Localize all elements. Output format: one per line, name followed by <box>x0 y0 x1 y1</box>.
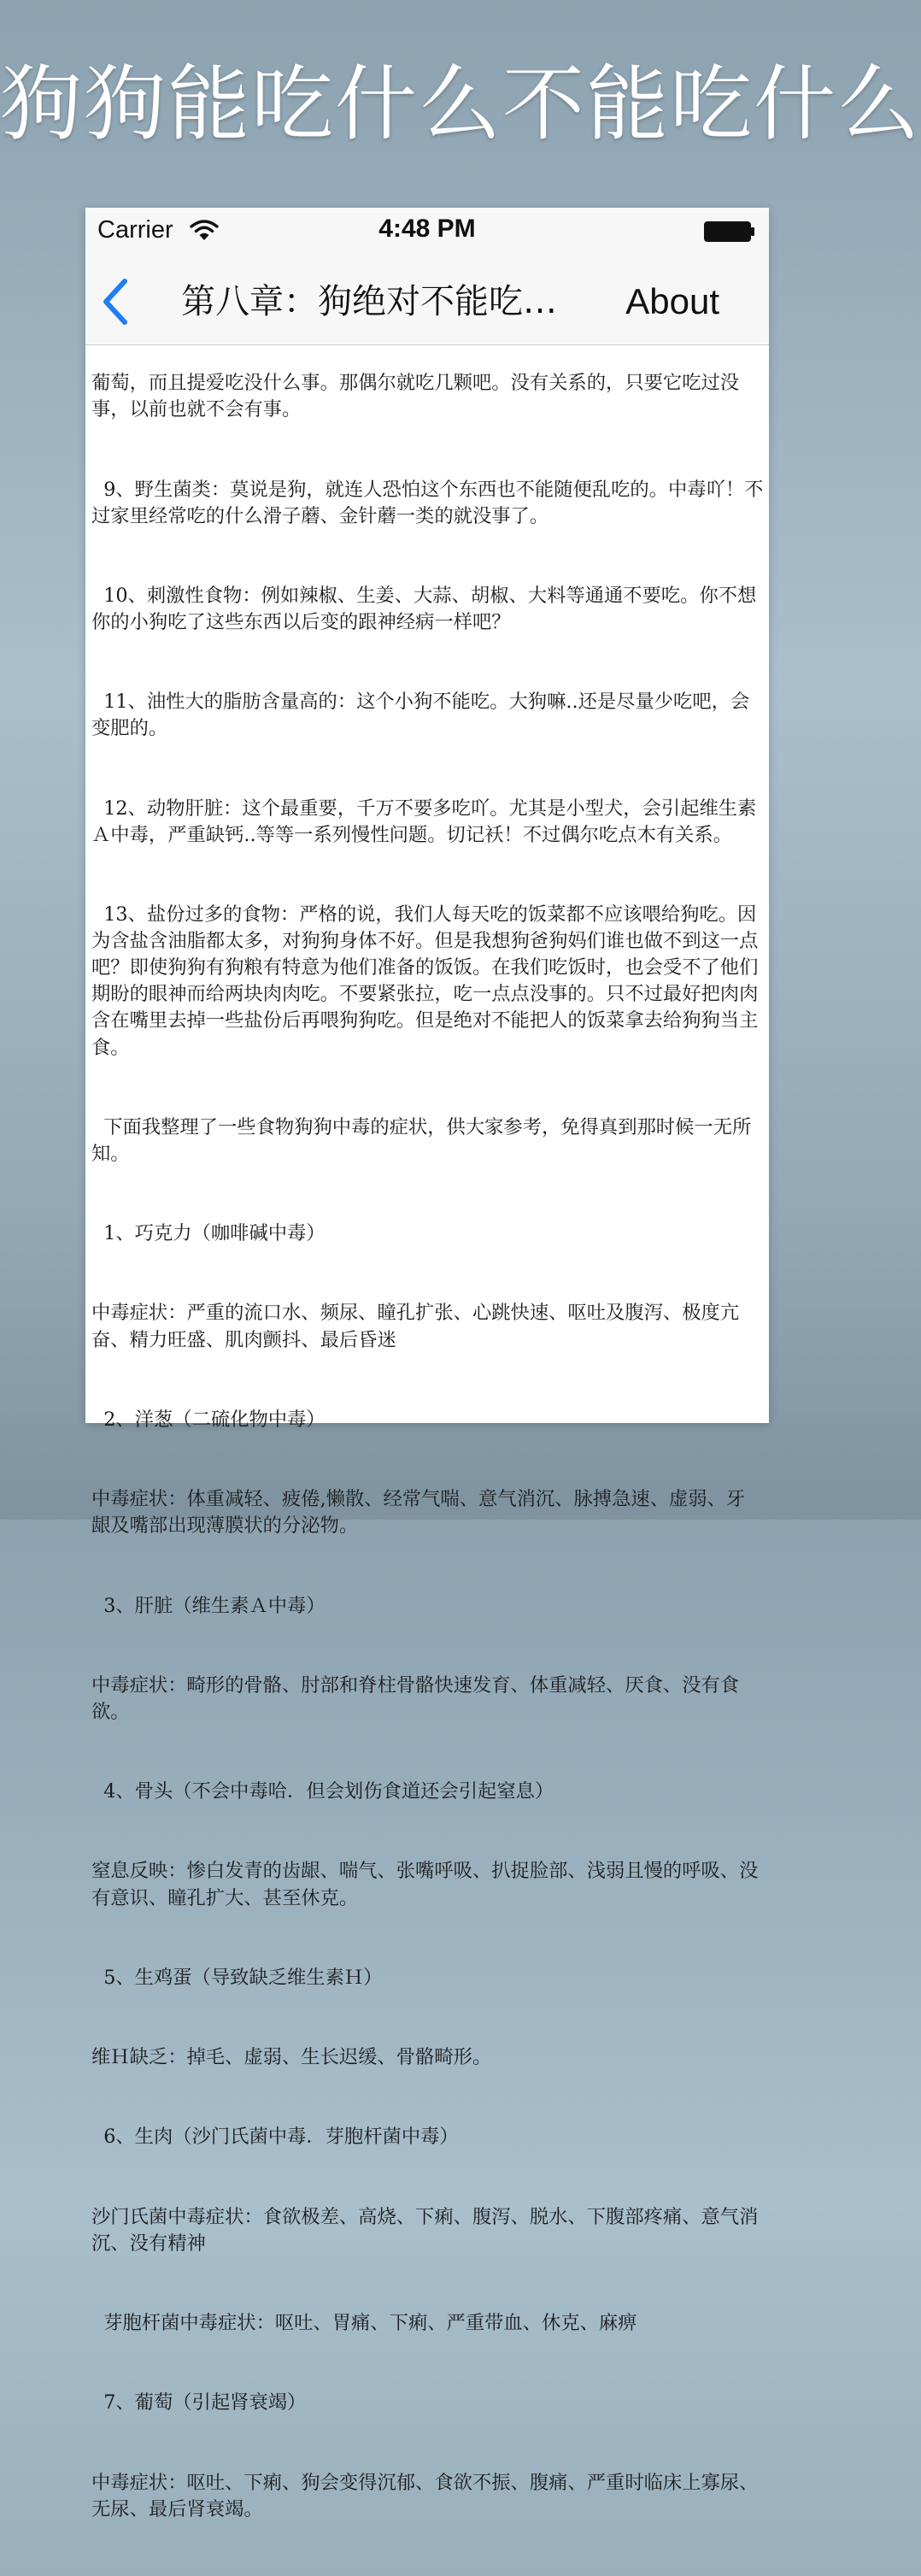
article-paragraph: 窒息反映：惨白发青的齿龈、喘气、张嘴呼吸、扒捉脸部、浅弱且慢的呼吸、没有意识、瞳孔扩大、甚至休克。 <box>91 1860 759 1909</box>
top-bar <box>85 208 769 345</box>
article-paragraph: 3、肝脏（维生素Ａ中毒） <box>91 1594 326 1617</box>
article-paragraph: 9、野生菌类：莫说是狗，就连人恐怕这个东西也不能随便乱吃的。中毒吖！不过家里经常吃的什么滑子蘑、金针蘑一类的就没事了。 <box>91 478 764 527</box>
article-paragraph: 12、动物肝脏：这个最重要，千万不要多吃吖。尤其是小型犬，会引起维生素Ａ中毒，严重缺钙..等等一系列慢性问题。切记袄！不过偶尔吃点木有关系。 <box>91 797 757 846</box>
nav-title: 第八章：狗绝对不能吃… <box>181 282 557 321</box>
article-paragraph: 10、刺激性食物：例如辣椒、生姜、大蒜、胡椒、大料等通通不要吃。你不想你的小狗吃了这些东西以后变的跟神经病一样吧？ <box>91 584 757 634</box>
article-paragraph: 2、洋葱（二硫化物中毒） <box>91 1408 326 1431</box>
carrier-label: Carrier <box>97 216 173 244</box>
article-paragraph: 5、生鸡蛋（导致缺乏维生素Ｈ） <box>91 1966 383 1989</box>
chevron-left-icon[interactable] <box>99 278 133 326</box>
article-paragraph: 中毒症状：严重的流口水、频尿、瞳孔扩张、心跳快速、呕吐及腹泻、极度亢奋、精力旺盛、肌肉颤抖、最后昏迷 <box>91 1302 740 1351</box>
article-paragraph: 中毒症状：畸形的骨骼、肘部和脊柱骨骼快速发育、体重减轻、厌食、没有食欲。 <box>91 1673 740 1723</box>
phone-screenshot <box>85 208 769 2520</box>
article-text <box>85 317 769 2576</box>
battery-icon <box>704 221 755 242</box>
article-paragraph: 中毒症状：体重减轻、疲倦,懒散、经常气喘、意气消沉、脉搏急速、虚弱、牙龈及嘴部出现薄膜状的分泌物。 <box>91 1488 746 1538</box>
status-bar <box>85 208 769 256</box>
article-scroll-view[interactable] <box>85 317 769 2520</box>
article-paragraph: 芽胞杆菌中毒症状：呕吐、胃痛、下痢、严重带血、休克、麻痹 <box>91 2312 637 2335</box>
article-paragraph: 4、骨头（不会中毒哈．但会划伤食道还会引起窒息） <box>91 1780 554 1803</box>
about-button[interactable]: About <box>625 281 719 321</box>
article-paragraph: 下面我整理了一些食物狗狗中毒的症状，供大家参考，免得真到那时候一无所知。 <box>91 1115 752 1165</box>
navigation-bar <box>85 256 769 344</box>
status-time: 4:48 PM <box>378 215 476 243</box>
article-paragraph: 6、生肉（沙门氏菌中毒．芽胞杆菌中毒） <box>91 2126 459 2149</box>
article-paragraph: 7、葡萄（引起肾衰竭） <box>91 2391 307 2414</box>
banner-title: 狗狗能吃什么不能吃什么 <box>0 56 921 152</box>
article-paragraph: 沙门氏菌中毒症状：食欲极差、高烧、下痢、腹泻、脱水、下腹部疼痛、意气消沉、没有精神 <box>91 2205 759 2255</box>
article-paragraph: 13、盐份过多的食物：严格的说，我们人每天吃的饭菜都不应该喂给狗吃。因为含盐含油脂都太多，对狗狗身体不好。但是我想狗爸狗妈们谁也做不到这一点吧？即使狗狗有狗粮有特意为他们准备的饭饭。在我们吃饭时，也会受不了他们期盼的眼神而给两块肉肉吃。不要紧张拉，吃一点点没事的。只不过最好把肉肉含在嘴里去掉一些盐份后再喂狗狗吃。但是绝对不能把人的饭菜拿去给狗狗当主食。 <box>91 903 759 1059</box>
article-paragraph: 中毒症状：呕吐、下痢、狗会变得沉郁、食欲不振、腹痛、严重时临床上寡尿、无尿、最后肾衰竭。 <box>91 2471 759 2520</box>
article-paragraph: 1、巧克力（咖啡碱中毒） <box>91 1222 326 1245</box>
article-paragraph: 葡萄，而且提爱吃没什么事。那偶尔就吃几颗吧。没有关系的，只要它吃过没事，以前也就不会有事。 <box>91 372 740 421</box>
article-paragraph: 11、油性大的脂肪含量高的：这个小狗不能吃。大狗嘛..还是尽量少吃吧，会变肥的。 <box>91 691 750 740</box>
article-paragraph: 维Ｈ缺乏：掉毛、虚弱、生长迟缓、骨骼畸形。 <box>91 2046 492 2069</box>
